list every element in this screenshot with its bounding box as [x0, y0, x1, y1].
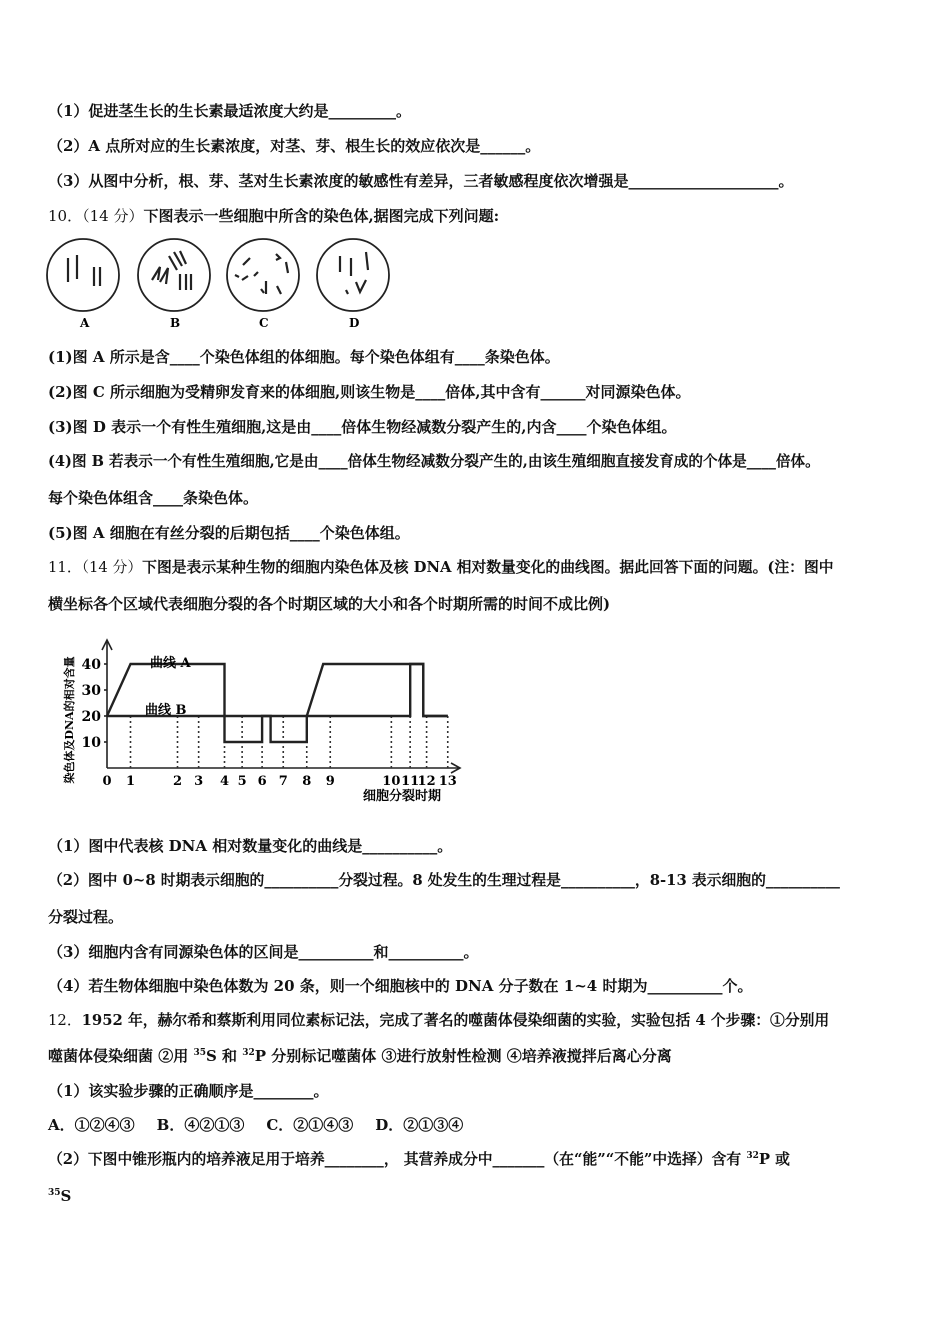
chart-y-label: 染色体及DNA的相对含量: [63, 656, 76, 784]
x-tick-label: 8: [302, 774, 312, 789]
option-c[interactable]: C．②①④③: [266, 1116, 354, 1134]
x-tick-label: 11: [401, 774, 420, 789]
q11-part2: （2）图中 0~8 时期表示细胞的__________分裂过程。8 处发生的生理过程是__________，8-13 表示细胞的__________: [48, 872, 840, 889]
q9-part1: （1）促进茎生长的生长素最适浓度大约是_________。: [48, 102, 411, 120]
x-tick-label: 10: [382, 774, 401, 789]
x-tick-label: 0: [102, 774, 112, 789]
q11-stem-cont: 横坐标各个区域代表细胞分裂的各个时期区域的大小和各个时期所需的时间不成比例): [48, 595, 611, 613]
q11-part2-cont: 分裂过程。: [48, 908, 124, 926]
q10-part4-cont: 每个染色体组含____条染色体。: [48, 489, 259, 507]
x-tick-label: 4: [219, 774, 230, 789]
option-d[interactable]: D．②①③④: [375, 1116, 464, 1134]
q10-part4: (4)图 B 若表示一个有性生殖细胞,它是由____倍体生物经减数分裂产生的,由该生殖细胞直接发育成的个体是____倍体。: [48, 453, 820, 470]
q12-part2-cont: $^{35}$S: [48, 1187, 72, 1205]
q10-part5: (5)图 A 细胞在有丝分裂的后期包括____个染色体组。: [48, 524, 410, 542]
q10-part2: (2)图 C 所示细胞为受精卵发育来的体细胞,则该生物是____倍体,其中含有______对同源染色体。: [48, 383, 691, 401]
q11-part3: （3）细胞内含有同源染色体的区间是__________和__________。: [48, 943, 479, 961]
x-tick-label: 13: [438, 774, 457, 789]
chromosome-cells-figure: [40, 232, 400, 332]
cell-b: [138, 239, 210, 311]
y-tick-label: 30: [81, 683, 101, 699]
q11-stem: 11．（14 分）下图是表示某种生物的细胞内染色体及核 DNA 相对数量变化的曲线图。据此回答下面的问题。(注：图中: [48, 559, 834, 576]
q10-stem: 10．（14 分）下图表示一些细胞中所含的染色体,据图完成下列问题:: [48, 207, 500, 225]
x-tick-label: 7: [278, 774, 288, 789]
q12-part1: （1）该实验步骤的正确顺序是________。: [48, 1082, 329, 1100]
q9-part3: （3）从图中分析，根、芽、茎对生长素浓度的敏感性有差异，三者敏感程度依次增强是____________________。: [48, 172, 794, 190]
x-tick-label: 6: [257, 774, 267, 789]
q11-part1: （1）图中代表核 DNA 相对数量变化的曲线是__________。: [48, 837, 453, 855]
q9-part2: （2）A 点所对应的生长素浓度，对茎、芽、根生长的效应依次是______。: [48, 137, 541, 155]
option-b[interactable]: B．④②①③: [156, 1116, 245, 1134]
cell-label-c: C: [259, 316, 269, 330]
cell-label-a: A: [80, 316, 90, 330]
q12-stem-cont: 噬菌体侵染细菌 ②用 $^{35}$S 和 $^{32}$P 分别标记噬菌体 ③进行放射性检测 ④培养液搅拌后离心分离: [48, 1047, 672, 1065]
cell-d: [317, 239, 389, 311]
q12-options: [48, 1115, 908, 1135]
cell-label-d: D: [349, 316, 360, 330]
x-tick-label: 5: [237, 774, 247, 789]
x-tick-label: 1: [125, 774, 136, 789]
cell-label-b: B: [170, 316, 181, 330]
curve-b-label: 曲线 B: [145, 703, 187, 718]
q10-part1: (1)图 A 所示是含____个染色体组的体细胞。每个染色体组有____条染色体。: [48, 348, 560, 366]
q11-part4: （4）若生物体细胞中染色体数为 20 条，则一个细胞核中的 DNA 分子数在 1~4 时期为__________个。: [48, 977, 753, 995]
cell-a: [47, 239, 119, 311]
y-tick-label: 40: [81, 657, 101, 673]
cell-c: [227, 239, 299, 311]
q12-part2: （2）下图中锥形瓶内的培养液足用于培养________， 其营养成分中_______（在“能”“不能”中选择）含有 $^{32}$P 或: [48, 1151, 790, 1168]
x-tick-label: 9: [325, 774, 335, 789]
chart-x-label: 细胞分裂时期: [363, 789, 442, 804]
q10-part3: (3)图 D 表示一个有性生殖细胞,这是由____倍体生物经减数分裂产生的,内含____个染色体组。: [48, 418, 677, 436]
x-tick-label: 2: [172, 774, 183, 789]
x-tick-label: 12: [417, 774, 436, 789]
y-tick-label: 10: [81, 735, 101, 751]
x-tick-label: 3: [194, 774, 204, 789]
curve-a-label: 曲线 A: [150, 656, 191, 671]
q12-stem: 12．1952 年，赫尔希和蔡斯利用同位素标记法，完成了著名的噬菌体侵染细菌的实验，实验包括 4 个步骤：①分别用: [48, 1012, 830, 1029]
option-a[interactable]: A．①②④③: [48, 1116, 135, 1134]
dna-chromosome-chart: [55, 632, 475, 812]
y-tick-label: 20: [81, 709, 101, 725]
